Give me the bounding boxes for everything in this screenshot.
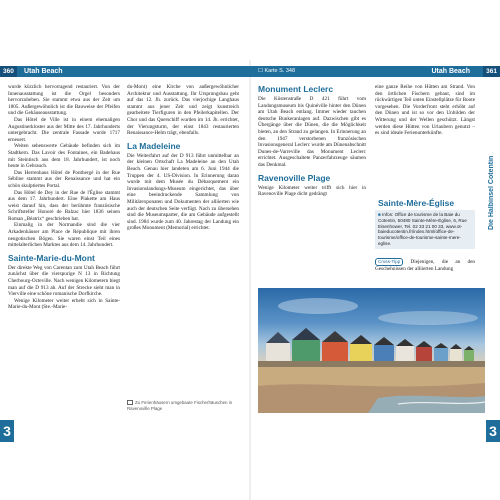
- camera-icon: [127, 400, 133, 405]
- beach-huts-illustration: [258, 288, 485, 413]
- paragraph: Das Herrenhaus Hôtel de Ponthergé in der Rue Sébline stammt aus der Renaissance und hat ein schön skulptiertes Portal.: [8, 169, 120, 189]
- chapter-tab-left: 3: [0, 420, 14, 442]
- column-2: [127, 84, 239, 232]
- paragraph: eine ganze Reihe von Hütten am Strand. Von den örtlichen Fischern gebaut, sind im rückwärtigen Teil unten Einstellplätze für Boote vorgesehen. Die Vorderfront steht erhöht auf den Dünen und ist so vor den Unbilden der Witterung und der Wellen geschützt. Längst werden diese Hütten von Urlaubern genutzt – es sind ideale Ferienunterkünfte.: [375, 84, 475, 137]
- column-1: [8, 84, 120, 311]
- section-heading: Monument Leclerc: [258, 84, 334, 94]
- paragraph: Weiten sehenswerte Gebäude befinden sich im Stadtkern. Das Lavoir des Fontaines, ein Badehaus mit Steintisch aus dem 18. Jahrhundert, ist noch heute in Gebrauch.: [8, 143, 120, 170]
- photo-caption: Zu Ferienhäusern umgebaute Fischerhäuschen in Ravenoville Plage: [127, 400, 233, 411]
- column-3: [258, 84, 366, 198]
- section-heading: Sainte-Marie-du-Mont: [8, 252, 95, 263]
- paragraph: Das Hôtel de Ville ist in einem ehemaligen Augustinerkloster aus der Mitte des 17. Jahrhunderts untergebracht. Die zentrale Fassade wurde 1717 erneuert.: [8, 116, 120, 143]
- paragraph: Das Hôtel de Dey in der Rue de l'Église stammt aus dem 17. Jahrhundert. Eine Plakette am Haus weist darauf hin, dass der berühmte französische Schriftsteller Honoré de Balzac hier 1836 seinen Roman „Béatrix“ geschrieben hat.: [8, 189, 120, 222]
- paragraph: Einmalig in der Normandie sind die vier Arkadenhäuser am Place de République mit ihren neugotischen Bögen. Sie waren einst Teil eines mittelalterlichen Marktes aus dem 14. Jahrhundert.: [8, 222, 120, 249]
- section-heading: Sainte-Mère-Église: [375, 196, 475, 210]
- paragraph: Die Weiterfahrt auf der D 913 führt unmittelbar an der kleinen Ortschaft La Madeleine an den Utah Beach. Genau hier landeten am 6. Juni 1944 die Truppen der 4. US-Division. In Erinnerung daran wurde mit dem Musée du Débarquement ein Invasionslandungs-Museum eingerichtet, das über eine beeindruckende Sammlung von Militärexponaten und Dokumenten der alliierten wie auch der deutschen Seite verfügt. Nach zu übersehen sind die Museumsparter, die am Gebäude aufgestellt sind. 1984 wurde zum 40. Jahrestag der Landung ein großes Monument (Memorial) errichtet.: [127, 152, 239, 232]
- chapter-tab-right: 3: [486, 420, 500, 442]
- running-title-left: Utah Beach: [24, 68, 63, 75]
- column-4: [375, 84, 475, 137]
- section-heading: Ravenoville Plage: [258, 172, 331, 183]
- book-gutter: [249, 60, 251, 500]
- info-text: ■ Infos: Office de tourisme de la Baie du Cotentin, 50480 Sainte-Mère-Église, 6, Rue Eisenhower, Tel. 02 33 21 00 33, www.ot-baieducotentin.fr/index.html/office-de-tourisme/office-de-tourisme-sainte-mere-eglise.: [378, 212, 467, 246]
- tip-badge: Cross-Tipp: [375, 258, 403, 266]
- header-right: [250, 66, 500, 77]
- running-title-right: Utah Beach: [431, 68, 470, 75]
- map-reference[interactable]: ☐ Karte S. 348: [258, 68, 296, 74]
- chapter-side-label: Die Halbinsel Cotentin: [486, 80, 500, 230]
- paragraph: Die Küstenstraße D 421 führt vom Landungsmuseum bis Quinéville hinter den Dünen am Utah Beach entlang. Immer wieder tauchen deutsche Bunkeranlagen auf. Dazwischen gibt es Übergänge über die Dünen, die die Möglichkeit bieten, an den Strand zu gelangen. In Erinnerung an den 1947 verstorbenen französischen Invasionsgeneral Leclerc wurde am Dünenabschnitt Dunes-de-Varreville das Monument Leclerc errichtet. Ausgeschaltete Panzerfahrzeuge säumen das Denkmal.: [258, 96, 366, 168]
- paragraph: wurde kürzlich hervorragend restauriert. Von der Innenausstattung ist die Orgel besonders hervorzuheben. Sie stammt etwa aus der Zeit um 1805. Außergewöhnlich ist die Bauweise der Pfeifen und die Gehäuseausstattung.: [8, 84, 120, 117]
- page-number-right: 361: [483, 66, 500, 77]
- paragraph: Cross-Tipp Diejenigen, die an den Geschehnissen der alliierten Landung: [375, 259, 476, 272]
- info-box: [375, 196, 475, 249]
- paragraph: Wenige Kilometer weiter trifft sich hier in Ravenoville Plage dicht gedrängt: [258, 184, 366, 198]
- beach-huts-photo: [258, 288, 485, 413]
- paragraph: du-Mont) eine Kirche von außergewöhnlicher Architektur und Ausstattung. Ihr Ursprungsbau geht auf das 12. Jh. zurück. Das vierjochige Langhaus stammt aus jener Zeit und zeigt kunstreich gearbeitete Tierfiguren in den Pfeilerkapitellen. Der Chor und das Querschiff wurden im 14. Jh. errichtet, der Vierungsturm, der einst 1843 restaurierten Renaissance-Helm trägt, ebenfalls.: [127, 84, 239, 137]
- header-left: [0, 66, 250, 77]
- paragraph: Wenige Kilometer weiter erhebt sich in Sainte-Marie-du-Mont (Ste.-Marie-: [8, 297, 120, 311]
- info-icon: ■: [378, 212, 383, 217]
- column-4-continued: [375, 258, 475, 273]
- paragraph: Der direkte Weg von Carentan zum Utah Beach führt zunächst über die vierspurige N 13 in Richtung Cherbourg-Octeville. Nach wenigen Kilometern biegt man auf die D 913 ab. Auf der Strecke sieht man in Vierville eine schöne romanische Dorfkirche.: [8, 264, 120, 298]
- page-number-left: 360: [0, 66, 17, 77]
- section-heading: La Madeleine: [127, 140, 181, 151]
